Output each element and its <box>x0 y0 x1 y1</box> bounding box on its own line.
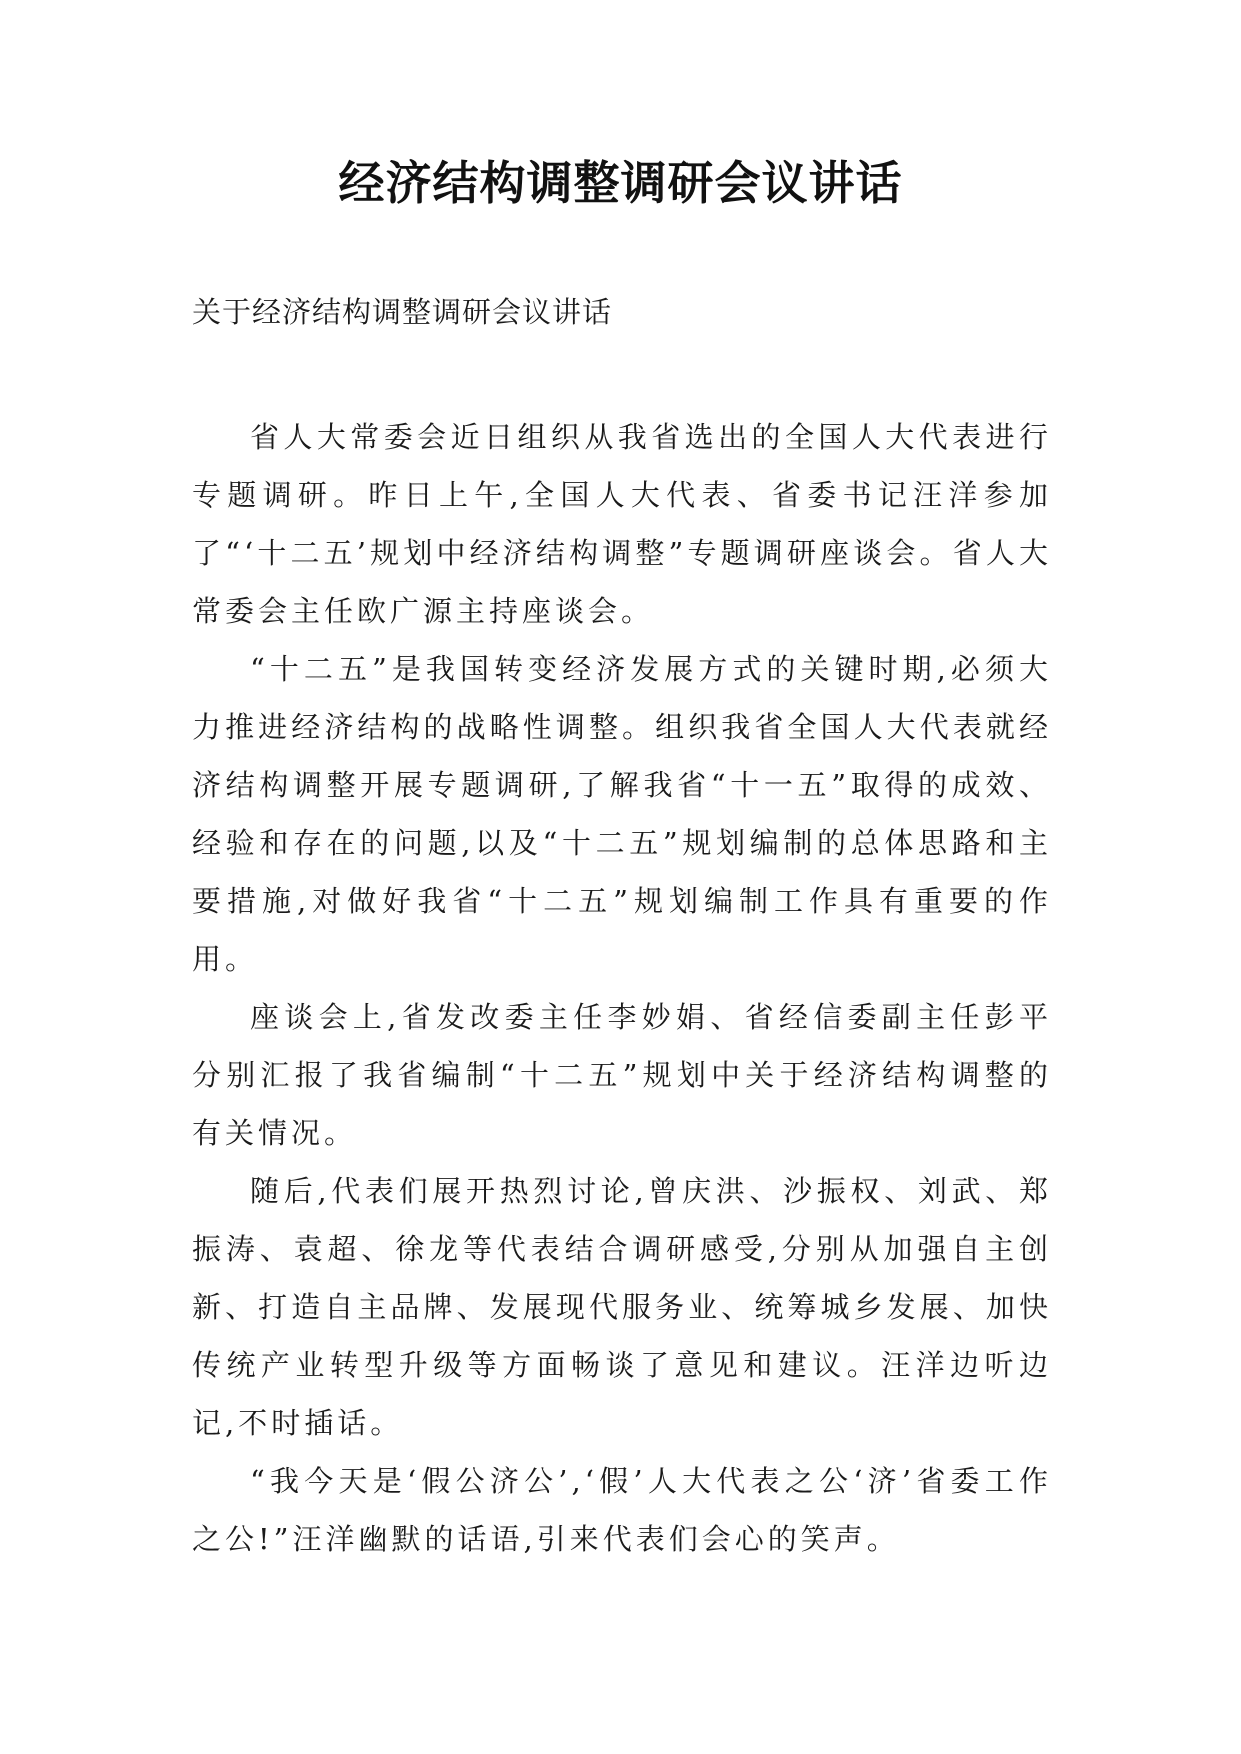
body-paragraph: 座谈会上,省发改委主任李妙娟、省经信委副主任彭平分别汇报了我省编制“十二五”规划中关于经济结构调整的有关情况。 <box>192 1000 1052 1150</box>
body-paragraph: 随后,代表们展开热烈讨论,曾庆洪、沙振权、刘武、郑振涛、袁超、徐龙等代表结合调研感受,分别从加强自主创新、打造自主品牌、发展现代服务业、统筹城乡发展、加快传统产业转型升级等方面畅谈了意见和建议。汪洋边听边记,不时插话。 <box>192 1174 1052 1440</box>
document-body <box>192 408 1052 1568</box>
body-paragraph: “十二五”是我国转变经济发展方式的关键时期,必须大力推进经济结构的战略性调整。组织我省全国人大代表就经济结构调整开展专题调研,了解我省“十一五”取得的成效、经验和存在的问题,以及“十二五”规划编制的总体思路和主要措施,对做好我省“十二五”规划编制工作具有重要的作用。 <box>192 652 1052 976</box>
document-subtitle: 关于经济结构调整调研会议讲话 <box>192 295 613 329</box>
body-paragraph: 省人大常委会近日组织从我省选出的全国人大代表进行专题调研。昨日上午,全国人大代表、省委书记汪洋参加了“‘十二五’规划中经济结构调整”专题调研座谈会。省人大常委会主任欧广源主持座谈会。 <box>192 420 1052 628</box>
document-title: 经济结构调整调研会议讲话 <box>338 156 903 210</box>
body-paragraph: “我今天是‘假公济公’,‘假’人大代表之公‘济’省委工作之公!”汪洋幽默的话语,引来代表们会心的笑声。 <box>192 1464 1052 1556</box>
